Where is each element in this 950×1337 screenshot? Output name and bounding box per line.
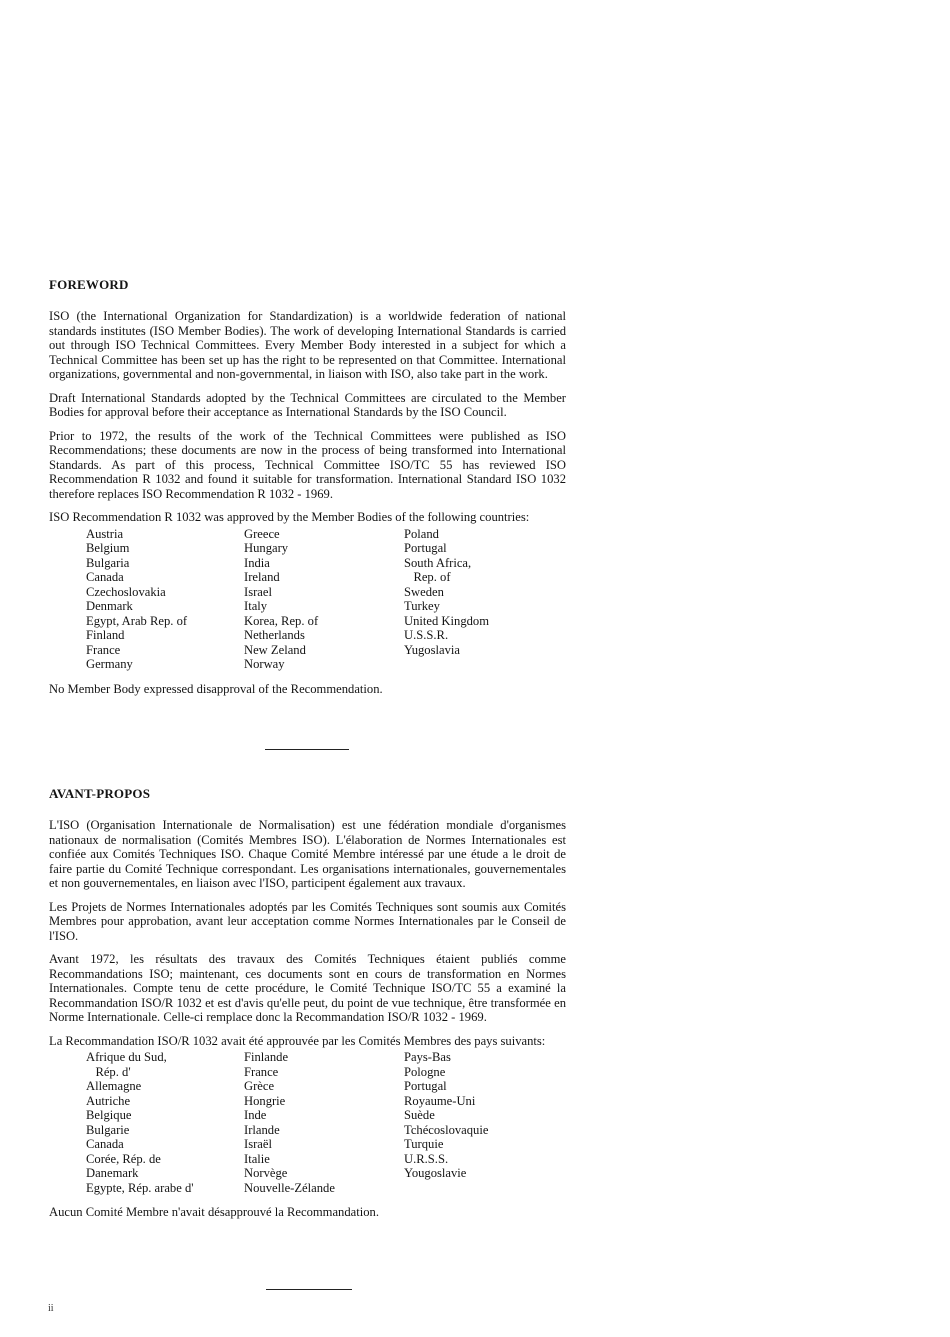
country-name: Suède	[404, 1108, 435, 1122]
country-list	[86, 1050, 566, 1195]
country-name: Allemagne	[86, 1079, 142, 1093]
avant-propos-section	[49, 786, 566, 1220]
approval-intro: La Recommandation ISO/R 1032 avait été approuvée par les Comités Membres des pays suivants:	[49, 1033, 546, 1048]
country-name: Poland	[404, 526, 439, 541]
country-name: Pays-Bas	[404, 1050, 451, 1064]
country-list	[86, 527, 566, 672]
approval-intro: ISO Recommendation R 1032 was approved by the Member Bodies of the following countries:	[49, 510, 530, 524]
closing-statement: No Member Body expressed disapproval of the Recommendation.	[49, 681, 383, 696]
country-name: Danemark	[86, 1166, 139, 1180]
country-name: Turkey	[404, 599, 440, 613]
country-name: Israel	[244, 584, 272, 599]
section-divider	[266, 1289, 352, 1290]
country-name: Canada	[86, 570, 124, 584]
country-column	[86, 1050, 244, 1195]
foreword-section	[49, 277, 566, 696]
country-name: Austria	[86, 526, 124, 541]
country-name: Grèce	[244, 1079, 275, 1093]
country-name: Hongrie	[244, 1093, 286, 1108]
country-name: Rep. of	[404, 570, 451, 584]
country-name: Bulgarie	[86, 1122, 130, 1137]
country-name: Netherlands	[244, 628, 305, 642]
country-name: Portugal	[404, 1079, 447, 1093]
country-name: Tchécoslovaquie	[404, 1122, 489, 1137]
country-name: U.R.S.S.	[404, 1151, 449, 1166]
foreword-heading: FOREWORD	[49, 277, 129, 292]
foreword-paragraph: ISO (the International Organization for Standardization) is a worldwide federation of national standards institutes (ISO Member Bodies). The work of developing International Standards is carried out through ISO Technical Committees. Every Member Body interested in a subject for which a Technical Committee has been set up has the right to be represented on that Committee. International organizations, governmental and non-governmental, in liaison with ISO, also take part in the work.	[49, 309, 566, 381]
country-name: Rép. d'	[86, 1064, 131, 1079]
country-name: India	[244, 555, 270, 570]
avant-propos-heading: AVANT-PROPOS	[49, 786, 151, 801]
country-name: Egypt, Arab Rep. of	[86, 613, 188, 628]
country-name: Finlande	[244, 1050, 289, 1064]
country-name: France	[86, 642, 121, 657]
country-name: Korea, Rep. of	[244, 613, 319, 628]
country-name: Pologne	[404, 1064, 446, 1079]
avant-propos-paragraph: Avant 1972, les résultats des travaux des Comités Techniques étaient publiés comme Recommandations ISO; maintenant, ces documents sont en cours de transformation en Normes Internationales. Compte tenu de cette procédure, le Comité Technique ISO/TC 55 a examiné la Recommandation ISO/R 1032 et est d'avis qu'elle peut, du point de vue technique, être transformée en Norme Internationale. Celle-ci remplace donc la Recommandation ISO/R 1032 - 1969.	[49, 952, 566, 1024]
country-name: Corée, Rép. de	[86, 1151, 161, 1166]
country-column	[404, 527, 489, 672]
country-column	[244, 527, 404, 672]
country-name: Belgique	[86, 1108, 132, 1122]
country-name: Bulgaria	[86, 555, 130, 570]
country-name: Royaume-Uni	[404, 1093, 476, 1108]
country-name: Finland	[86, 628, 125, 642]
country-name: Portugal	[404, 541, 447, 555]
country-name: Hungary	[244, 541, 289, 555]
country-name: Afrique du Sud,	[86, 1050, 167, 1064]
foreword-paragraph: Prior to 1972, the results of the work of the Technical Committees were published as ISO Recommendations; these documents are now in the process of being transformed into International Standards. As part of this process, Technical Committee ISO/TC 55 has reviewed ISO Recommendation R 1032 and found it suitable for transformation. International Standard ISO 1032 therefore replaces ISO Recommendation R 1032 - 1969.	[49, 428, 566, 501]
country-name: Denmark	[86, 599, 133, 613]
country-name: Inde	[244, 1108, 267, 1122]
country-column	[86, 527, 244, 672]
country-name: Ireland	[244, 570, 280, 584]
country-name: Italy	[244, 599, 268, 613]
country-name: Yugoslavia	[404, 642, 460, 657]
country-name: New Zeland	[244, 642, 306, 657]
country-column	[244, 1050, 404, 1195]
country-name: United Kingdom	[404, 613, 490, 628]
country-name: Yougoslavie	[404, 1166, 467, 1180]
country-name: Canada	[86, 1137, 124, 1151]
country-name: Norvège	[244, 1166, 288, 1180]
country-name: France	[244, 1064, 279, 1079]
country-name: Israël	[244, 1137, 272, 1151]
avant-propos-paragraph: Les Projets de Normes Internationales adoptés par les Comités Techniques sont soumis aux Comités Membres pour approbation, avant leur acceptation comme Normes Internationales par le Conseil de l'ISO.	[49, 899, 566, 943]
closing-statement: Aucun Comité Membre n'avait désapprouvé la Recommandation.	[49, 1205, 379, 1219]
country-name: Belgium	[86, 541, 130, 555]
country-name: Germany	[86, 657, 133, 671]
page-number: ii	[48, 1303, 54, 1314]
country-name: Nouvelle-Zélande	[244, 1180, 335, 1195]
country-name: Turquie	[404, 1137, 444, 1151]
country-column	[404, 1050, 488, 1195]
country-name: U.S.S.R.	[404, 628, 449, 642]
foreword-paragraph: Draft International Standards adopted by the Technical Committees are circulated to the Member Bodies for approval before their acceptance as International Standards by the ISO Council.	[49, 390, 566, 419]
country-name: Italie	[244, 1151, 270, 1166]
country-name: Irlande	[244, 1122, 280, 1137]
section-divider	[265, 749, 349, 750]
country-name: Egypte, Rép. arabe d'	[86, 1180, 194, 1195]
avant-propos-paragraph: L'ISO (Organisation Internationale de Normalisation) est une fédération mondiale d'organismes nationaux de normalisation (Comités Membres ISO). L'élaboration de Normes Internationales est confiée aux Comités Techniques ISO. Chaque Comité Membre intéressé par une étude a le droit de faire partie du Comité Technique correspondant. Les organisations internationales, gouvernementales et non gouvernementales, en liaison avec l'ISO, participent également aux travaux.	[49, 818, 566, 890]
country-name: Sweden	[404, 584, 444, 599]
country-name: South Africa,	[404, 555, 472, 570]
country-name: Norway	[244, 657, 285, 671]
country-name: Czechoslovakia	[86, 584, 166, 599]
country-name: Greece	[244, 526, 280, 541]
country-name: Autriche	[86, 1093, 131, 1108]
